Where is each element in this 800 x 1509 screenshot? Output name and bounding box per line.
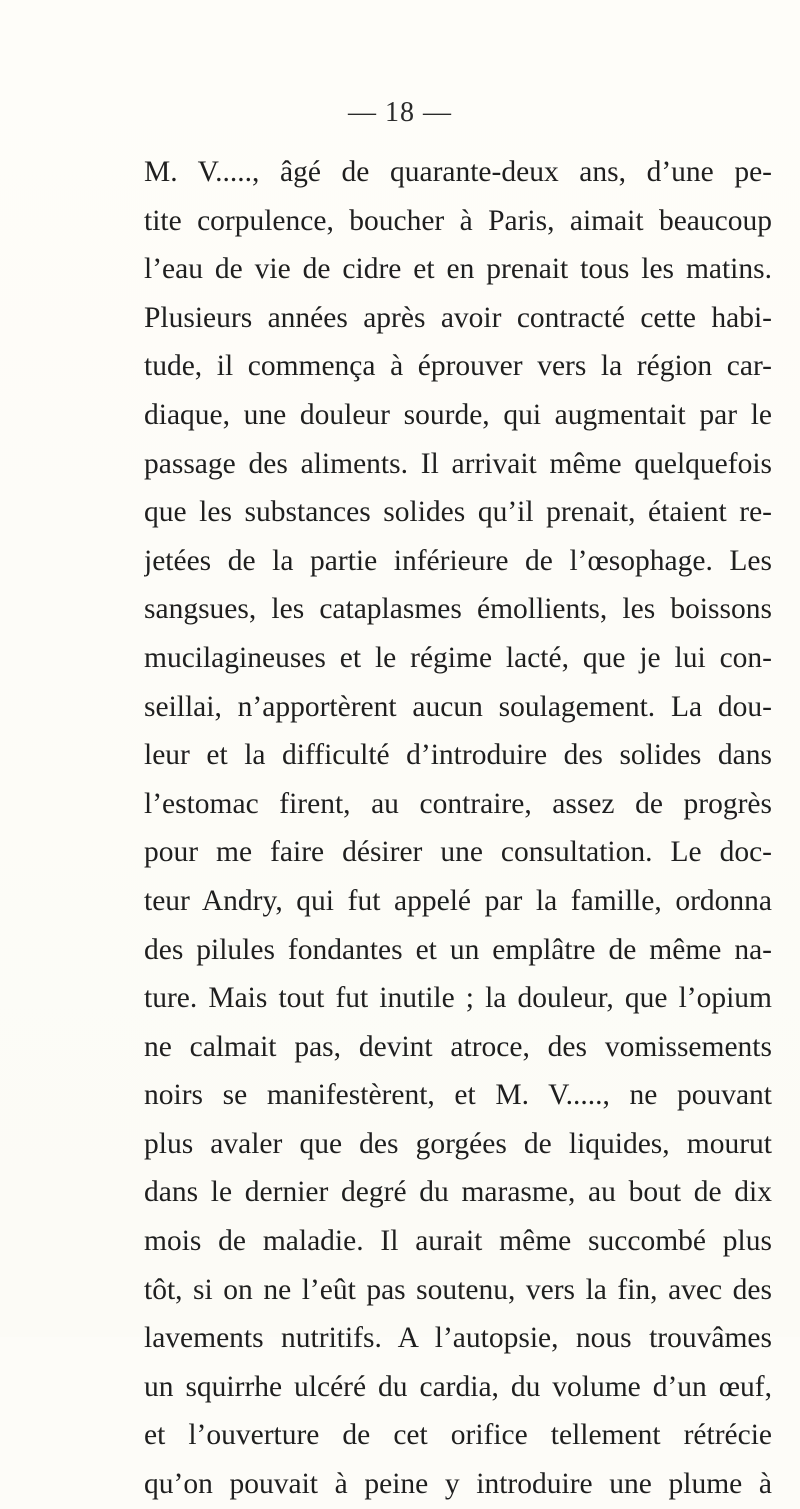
body-text <box>144 148 772 1509</box>
text-line: pour me faire désirer une consultation. Le doc- <box>144 836 772 869</box>
text-line: que les substances solides qu’il prenait, étaient re- <box>144 496 772 529</box>
text-line: mucilagineuses et le régime lacté, que je lui con- <box>144 641 772 674</box>
text-line: l’estomac firent, au contraire, assez de progrès <box>144 787 772 820</box>
text-line: tôt, si on ne l’eût pas soutenu, vers la fin, avec des <box>144 1273 772 1306</box>
text-line: dans le dernier degré du marasme, au bout de dix <box>144 1176 772 1209</box>
text-line: passage des aliments. Il arrivait même quelquefois <box>144 447 772 480</box>
text-line: ne calmait pas, devint atroce, des vomissements <box>144 1030 772 1063</box>
text-line: un squirrhe ulcéré du cardia, du volume d’un œuf, <box>144 1370 772 1403</box>
text-line: et l’ouverture de cet orifice tellement rétrécie <box>144 1419 772 1452</box>
text-line: tude, il commença à éprouver vers la région car- <box>144 350 772 383</box>
text-line: leur et la difficulté d’introduire des solides dans <box>144 739 772 772</box>
text-line: des pilules fondantes et un emplâtre de même na- <box>144 933 772 966</box>
text-line: jetées de la partie inférieure de l’œsophage. Les <box>144 544 772 577</box>
text-line: ture. Mais tout fut inutile ; la douleur, que l’opium <box>144 982 772 1015</box>
text-line: sangsues, les cataplasmes émollients, les boissons <box>144 593 772 626</box>
text-line: mois de maladie. Il aurait même succombé plus <box>144 1225 772 1258</box>
text-line: M. V....., âgé de quarante-deux ans, d’une pe- <box>144 156 772 188</box>
text-line: lavements nutritifs. A l’autopsie, nous trouvâmes <box>144 1322 772 1355</box>
text-line: Plusieurs années après avoir contracté cette habi- <box>144 301 772 334</box>
text-line: noirs se manifestèrent, et M. V....., ne pouvant <box>144 1079 772 1112</box>
text-line: diaque, une douleur sourde, qui augmentait par le <box>144 398 772 431</box>
text-line: seillai, n’apportèrent aucun soulagement. La dou- <box>144 690 772 723</box>
text-line: qu’on pouvait à peine y introduire une plume à <box>144 1468 772 1501</box>
text-line: plus avaler que des gorgées de liquides, mourut <box>144 1127 772 1160</box>
page-number-header: — 18 — <box>348 97 452 128</box>
text-line: tite corpulence, boucher à Paris, aimait beaucoup <box>144 204 772 237</box>
text-line: l’eau de vie de cidre et en prenait tous les matins. <box>144 253 772 286</box>
text-line: teur Andry, qui fut appelé par la famille, ordonna <box>144 884 772 917</box>
